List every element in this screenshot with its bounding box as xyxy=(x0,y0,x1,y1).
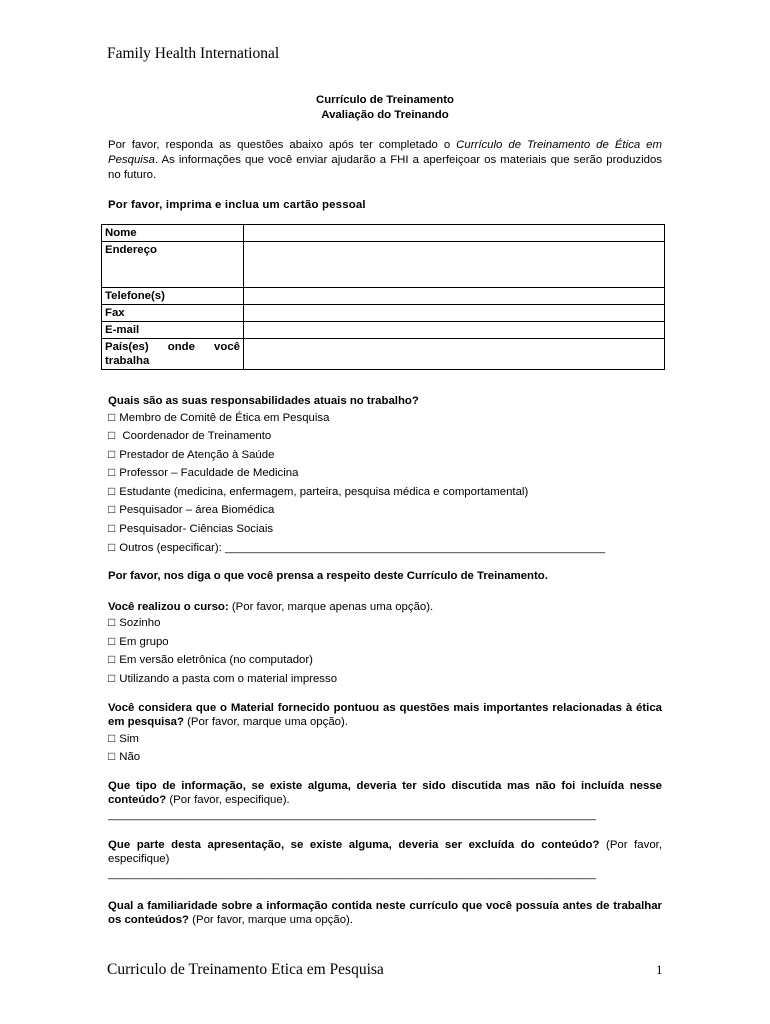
intro-paragraph xyxy=(108,138,662,182)
address-field[interactable] xyxy=(244,242,665,288)
intro-text-a: Por favor, responda as questões abaixo após ter completado o xyxy=(108,139,457,151)
questionnaire xyxy=(108,394,662,928)
header-organization: Family Health International xyxy=(107,45,280,62)
intro-text-b: . As informações que você enviar ajudarão a FHI a aperfeiçoar os materiais que serão produzidos no futuro. xyxy=(108,153,662,181)
personal-info-table xyxy=(101,224,665,370)
responsibilities-options xyxy=(108,409,662,558)
checkbox-icon[interactable]: □ xyxy=(108,465,116,480)
card-prompt: Por favor, imprima e inclua um cartão pessoal xyxy=(108,199,366,212)
list-item[interactable]: □ Pesquisador – área Biomédica xyxy=(108,502,275,517)
opinion-prompt: Por favor, nos diga o que você prensa a respeito deste Currículo de Treinamento. xyxy=(108,570,548,583)
checkbox-icon[interactable]: □ xyxy=(108,539,116,554)
intro-italic: Currículo de Treinamento de Ética em Pesquisa xyxy=(108,139,662,166)
list-item[interactable]: □ Em versão eletrônica (no computador) xyxy=(108,652,313,667)
email-label: E-mail xyxy=(102,322,244,339)
list-item[interactable]: □ Estudante (medicina, enfermagem, parteira, pesquisa médica e comportamental) xyxy=(108,483,529,498)
title-line-2: Avaliação do Treinando xyxy=(321,108,449,121)
checkbox-icon[interactable]: □ xyxy=(108,730,116,745)
list-item[interactable]: □ Coordenador de Treinamento xyxy=(108,428,272,443)
checkbox-icon[interactable]: □ xyxy=(108,652,116,667)
exclude-question: Que parte desta apresentação, se existe alguma, deveria ser excluída do conteúdo? (Por favor, especifique) xyxy=(108,838,662,866)
checkbox-icon[interactable]: □ xyxy=(108,633,116,648)
checkbox-icon[interactable]: □ xyxy=(108,502,116,517)
footer-title: Curriculo de Treinamento Etica em Pesquisa xyxy=(107,961,384,978)
table-row xyxy=(102,242,665,288)
fax-label: Fax xyxy=(102,305,244,322)
country-label: País(es) onde você trabalha xyxy=(102,339,244,370)
table-row xyxy=(102,288,665,305)
material-question: Você considera que o Material fornecido pontuou as questões mais importantes relacionadas à ética em pesquisa? (Por favor, marque uma opção). xyxy=(108,701,662,729)
list-item[interactable]: □ Pesquisador- Ciências Sociais xyxy=(108,521,274,536)
list-item[interactable]: □ Não xyxy=(108,749,141,764)
phone-field[interactable] xyxy=(244,288,665,305)
address-label: Endereço xyxy=(102,242,244,288)
checkbox-icon[interactable]: □ xyxy=(108,521,116,536)
table-row xyxy=(102,225,665,242)
checkbox-icon[interactable]: □ xyxy=(108,446,116,461)
checkbox-icon[interactable]: □ xyxy=(108,409,116,424)
material-options xyxy=(108,730,662,767)
missing-info-question: Que tipo de informação, se existe alguma, deveria ter sido discutida mas não foi incluída nesse conteúdo? (Por favor, especifique). xyxy=(108,779,662,807)
list-item[interactable]: □ Outros (especificar): ____________________________________________________________ xyxy=(108,539,606,554)
document-title xyxy=(108,93,662,122)
list-item[interactable]: □ Sim xyxy=(108,730,139,745)
country-field[interactable] xyxy=(244,339,665,370)
list-item[interactable]: □ Em grupo xyxy=(108,633,169,648)
title-line-1: Currículo de Treinamento xyxy=(316,94,454,106)
familiarity-question: Qual a familiaridade sobre a informação contida neste currículo que você possuía antes de trabalhar os conteúdos? (Por favor, marque uma opção). xyxy=(108,899,662,927)
course-options xyxy=(108,614,662,688)
phone-label: Telefone(s) xyxy=(102,288,244,305)
table-row xyxy=(102,339,665,370)
course-question: Você realizou o curso: (Por favor, marque apenas uma opção). xyxy=(108,600,434,613)
checkbox-icon[interactable]: □ xyxy=(108,428,116,443)
checkbox-icon[interactable]: □ xyxy=(108,749,116,764)
fax-field[interactable] xyxy=(244,305,665,322)
checkbox-icon[interactable]: □ xyxy=(108,615,116,630)
table-row xyxy=(102,322,665,339)
responsibilities-question: Quais são as suas responsabilidades atuais no trabalho? xyxy=(108,395,419,407)
missing-info-answer-line[interactable]: _____________________________________________________________________________ xyxy=(108,808,596,821)
checkbox-icon[interactable]: □ xyxy=(108,671,116,686)
document-body xyxy=(108,93,662,213)
name-field[interactable] xyxy=(244,225,665,242)
list-item[interactable]: □ Professor – Faculdade de Medicina xyxy=(108,465,299,480)
list-item[interactable]: □ Utilizando a pasta com o material impresso xyxy=(108,671,338,686)
list-item[interactable]: □ Sozinho xyxy=(108,615,161,630)
email-field[interactable] xyxy=(244,322,665,339)
list-item[interactable]: □ Prestador de Atenção à Saúde xyxy=(108,446,275,461)
table-row xyxy=(102,305,665,322)
list-item[interactable]: □ Membro de Comitê de Ética em Pesquisa xyxy=(108,409,330,424)
exclude-answer-line[interactable]: _____________________________________________________________________________ xyxy=(108,867,596,880)
name-label: Nome xyxy=(102,225,244,242)
page-number: 1 xyxy=(656,962,663,977)
checkbox-icon[interactable]: □ xyxy=(108,483,116,498)
